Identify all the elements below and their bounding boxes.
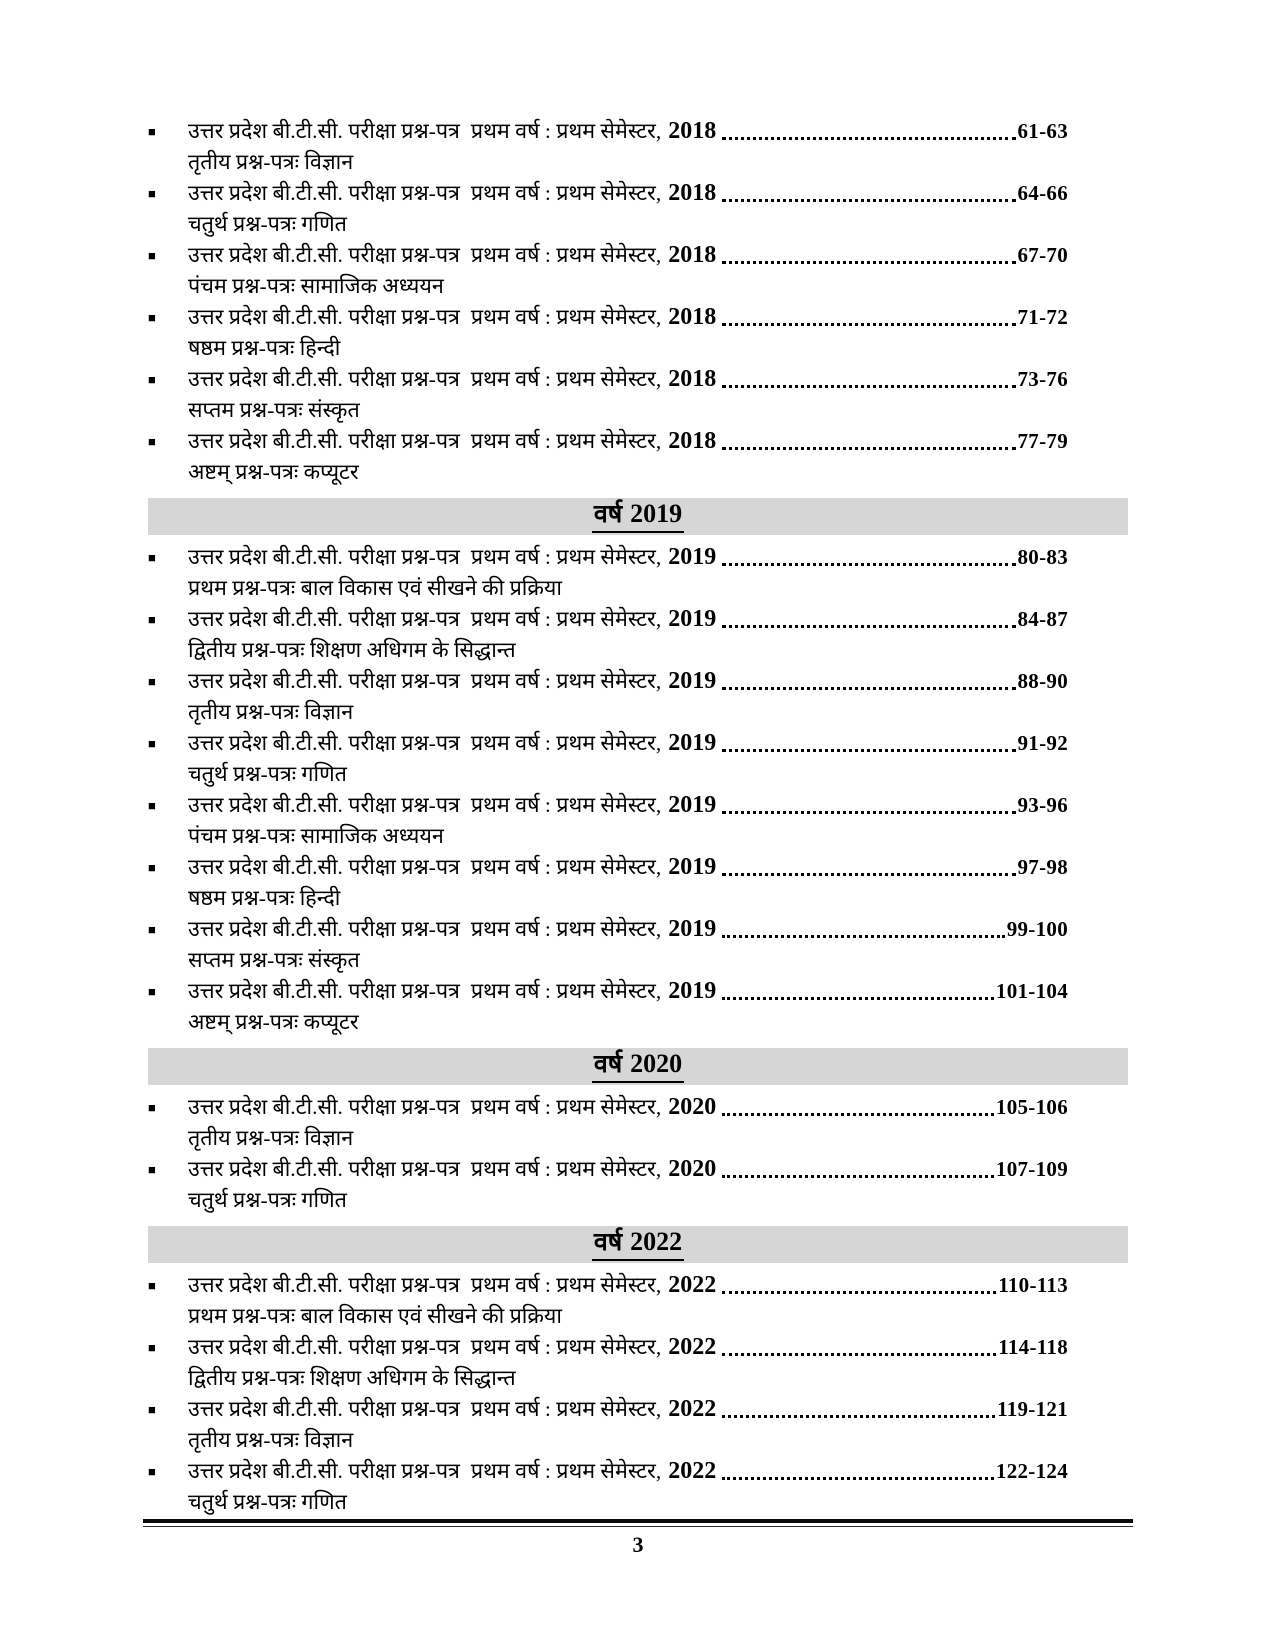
entry-paper-name: चतुर्थ प्रश्न-पत्रः गणित (188, 1188, 347, 1212)
entry-page-range: 71-72 (1017, 305, 1068, 329)
entry-year: 2018 (668, 118, 717, 144)
entry-page-range: 107-109 (995, 1157, 1068, 1181)
toc-entry (148, 116, 1128, 178)
entry-title-part-2: प्रथम वर्ष : प्रथम सेमेस्टर, (470, 1397, 662, 1421)
square-bullet-icon: ■ (148, 186, 156, 201)
dotted-leader (722, 935, 1005, 938)
entry-year: 2022 (668, 1458, 717, 1484)
toc-entry (148, 1394, 1128, 1456)
section-header-label (592, 500, 684, 533)
entry-paper-name: षष्ठम प्रश्न-पत्रः हिन्दी (188, 886, 341, 910)
toc-entry-main-line (148, 976, 1128, 1007)
section-header-year: 2020 (630, 1049, 683, 1078)
toc-entry (148, 1154, 1128, 1216)
square-bullet-icon: ■ (148, 124, 156, 139)
entry-page-range: 77-79 (1017, 429, 1068, 453)
section-header-year: 2019 (630, 499, 683, 528)
entry-year: 2018 (668, 304, 717, 330)
entry-title-part-1: उत्तर प्रदेश बी.टी.सी. परीक्षा प्रश्न-पत्र (188, 731, 460, 755)
toc-entry (148, 604, 1128, 666)
entry-title-part-2: प्रथम वर्ष : प्रथम सेमेस्टर, (470, 979, 662, 1003)
toc-entry (148, 178, 1128, 240)
entry-year: 2022 (668, 1334, 717, 1360)
toc-entry (148, 976, 1128, 1038)
dotted-leader (722, 261, 1015, 264)
entry-paper-name: द्वितीय प्रश्न-पत्रः शिक्षण अधिगम के सिद्धान्त (188, 638, 516, 662)
entry-title-part-1: उत्तर प्रदेश बी.टी.सी. परीक्षा प्रश्न-पत्र (188, 119, 460, 143)
footer-rule (143, 1519, 1133, 1527)
entry-title-part-1: उत्तर प्रदेश बी.टी.सी. परीक्षा प्रश्न-पत्र (188, 979, 460, 1003)
entry-title-part-2: प्रथम वर्ष : प्रथम सेमेस्टर, (470, 855, 662, 879)
entry-paper-name: पंचम प्रश्न-पत्रः सामाजिक अध्ययन (188, 824, 444, 848)
toc-entry-main-line (148, 1092, 1128, 1123)
toc-entry-main-line (148, 542, 1128, 573)
entry-title-part-2: प्रथम वर्ष : प्रथम सेमेस्टर, (470, 731, 662, 755)
entry-paper-name: चतुर्थ प्रश्न-पत्रः गणित (188, 212, 347, 236)
toc-entry (148, 364, 1128, 426)
entry-title-part-1: उत्तर प्रदेश बी.टी.सी. परीक्षा प्रश्न-पत्र (188, 917, 460, 941)
toc-entry (148, 852, 1128, 914)
entry-paper-name: तृतीय प्रश्न-पत्रः विज्ञान (188, 1428, 354, 1452)
entry-page-range: 91-92 (1017, 731, 1068, 755)
entry-title-part-2: प्रथम वर्ष : प्रथम सेमेस्टर, (470, 119, 662, 143)
section-header-word: वर्ष (593, 501, 623, 528)
entry-title-part-2: प्रथम वर्ष : प्रथम सेमेस्टर, (470, 1095, 662, 1119)
entry-year: 2022 (668, 1272, 717, 1298)
entry-title-part-1: उत्तर प्रदेश बी.टी.सी. परीक्षा प्रश्न-पत्र (188, 607, 460, 631)
entry-title-part-1: उत्तर प्रदेश बी.टी.सी. परीक्षा प्रश्न-पत्र (188, 243, 460, 267)
entry-title-part-1: उत्तर प्रदेश बी.टी.सी. परीक्षा प्रश्न-पत्र (188, 1095, 460, 1119)
square-bullet-icon: ■ (148, 372, 156, 387)
toc-entry-main-line (148, 302, 1128, 333)
entry-title-part-1: उत्तर प्रदेश बी.टी.सी. परीक्षा प्रश्न-पत्र (188, 181, 460, 205)
dotted-leader (722, 447, 1015, 450)
dotted-leader (722, 323, 1015, 326)
entry-year: 2019 (668, 730, 717, 756)
square-bullet-icon: ■ (148, 922, 156, 937)
entry-title-part-2: प्रथम वर्ष : प्रथम सेमेस्टर, (470, 1273, 662, 1297)
entry-paper-name: सप्तम प्रश्न-पत्रः संस्कृत (188, 398, 360, 422)
toc-entry-main-line (148, 790, 1128, 821)
toc-entry-main-line (148, 728, 1128, 759)
toc-entry-main-line (148, 1154, 1128, 1185)
entry-paper-name: प्रथम प्रश्न-पत्रः बाल विकास एवं सीखने की प्रक्रिया (188, 576, 562, 600)
square-bullet-icon: ■ (148, 1100, 156, 1115)
section-header-bar (148, 1048, 1128, 1085)
toc-entry (148, 302, 1128, 364)
entry-page-range: 64-66 (1017, 181, 1068, 205)
entry-page-range: 122-124 (995, 1459, 1068, 1483)
entry-title-part-2: प्रथम वर्ष : प्रथम सेमेस्टर, (470, 669, 662, 693)
entry-page-range: 97-98 (1017, 855, 1068, 879)
entry-title-part-2: प्रथम वर्ष : प्रथम सेमेस्टर, (470, 367, 662, 391)
toc-entry-main-line (148, 914, 1128, 945)
entry-title-part-1: उत्तर प्रदेश बी.टी.सी. परीक्षा प्रश्न-पत्र (188, 1397, 460, 1421)
square-bullet-icon: ■ (148, 1464, 156, 1479)
entry-year: 2018 (668, 366, 717, 392)
dotted-leader (722, 385, 1015, 388)
dotted-leader (722, 1477, 994, 1480)
entry-title-part-1: उत्तर प्रदेश बी.टी.सी. परीक्षा प्रश्न-पत्र (188, 429, 460, 453)
entry-title-part-2: प्रथम वर्ष : प्रथम सेमेस्टर, (470, 243, 662, 267)
entry-paper-name: षष्ठम प्रश्न-पत्रः हिन्दी (188, 336, 341, 360)
entry-page-range: 99-100 (1006, 917, 1068, 941)
entry-page-range: 88-90 (1017, 669, 1068, 693)
dotted-leader (722, 997, 994, 1000)
entry-page-range: 110-113 (998, 1273, 1068, 1297)
toc-entry (148, 728, 1128, 790)
dotted-leader (722, 563, 1015, 566)
entry-paper-name: अष्टम् प्रश्न-पत्रः कप्यूटर (188, 460, 359, 484)
entry-page-range: 114-118 (998, 1335, 1068, 1359)
dotted-leader (722, 1415, 995, 1418)
entry-title-part-2: प्रथम वर्ष : प्रथम सेमेस्टर, (470, 545, 662, 569)
dotted-leader (722, 811, 1015, 814)
entry-paper-name: तृतीय प्रश्न-पत्रः विज्ञान (188, 700, 354, 724)
toc-entry-main-line (148, 426, 1128, 457)
entry-paper-name: प्रथम प्रश्न-पत्रः बाल विकास एवं सीखने की प्रक्रिया (188, 1304, 562, 1328)
entry-title-part-1: उत्तर प्रदेश बी.टी.सी. परीक्षा प्रश्न-पत्र (188, 545, 460, 569)
toc-entry-main-line (148, 116, 1128, 147)
entry-page-range: 105-106 (995, 1095, 1068, 1119)
entry-title-part-1: उत्तर प्रदेश बी.टी.सी. परीक्षा प्रश्न-पत्र (188, 669, 460, 693)
entry-year: 2018 (668, 428, 717, 454)
entry-title-part-2: प्रथम वर्ष : प्रथम सेमेस्टर, (470, 305, 662, 329)
square-bullet-icon: ■ (148, 248, 156, 263)
entry-paper-name: चतुर्थ प्रश्न-पत्रः गणित (188, 1490, 347, 1514)
entry-year: 2019 (668, 792, 717, 818)
entry-title-part-1: उत्तर प्रदेश बी.टी.सी. परीक्षा प्रश्न-पत्र (188, 1335, 460, 1359)
square-bullet-icon: ■ (148, 798, 156, 813)
square-bullet-icon: ■ (148, 1340, 156, 1355)
dotted-leader (722, 1175, 994, 1178)
toc-entry-main-line (148, 852, 1128, 883)
entry-paper-name: तृतीय प्रश्न-पत्रः विज्ञान (188, 1126, 354, 1150)
dotted-leader (722, 749, 1015, 752)
section-header-word: वर्ष (593, 1051, 623, 1078)
toc-entry (148, 1456, 1128, 1518)
dotted-leader (722, 687, 1015, 690)
square-bullet-icon: ■ (148, 674, 156, 689)
entry-title-part-2: प्रथम वर्ष : प्रथम सेमेस्टर, (470, 1335, 662, 1359)
entry-title-part-2: प्रथम वर्ष : प्रथम सेमेस्टर, (470, 917, 662, 941)
toc-entry (148, 666, 1128, 728)
section-header-word: वर्ष (593, 1229, 623, 1256)
entry-paper-name: सप्तम प्रश्न-पत्रः संस्कृत (188, 948, 360, 972)
square-bullet-icon: ■ (148, 310, 156, 325)
dotted-leader (722, 873, 1015, 876)
entry-page-range: 61-63 (1017, 119, 1068, 143)
entry-year: 2018 (668, 180, 717, 206)
square-bullet-icon: ■ (148, 860, 156, 875)
toc-entry-main-line (148, 666, 1128, 697)
entry-title-part-1: उत्तर प्रदेश बी.टी.सी. परीक्षा प्रश्न-पत्र (188, 305, 460, 329)
dotted-leader (722, 1113, 994, 1116)
entry-paper-name: पंचम प्रश्न-पत्रः सामाजिक अध्ययन (188, 274, 444, 298)
dotted-leader (722, 199, 1015, 202)
entry-year: 2019 (668, 978, 717, 1004)
entry-page-range: 67-70 (1017, 243, 1068, 267)
square-bullet-icon: ■ (148, 550, 156, 565)
square-bullet-icon: ■ (148, 1278, 156, 1293)
entry-paper-name: चतुर्थ प्रश्न-पत्रः गणित (188, 762, 347, 786)
square-bullet-icon: ■ (148, 612, 156, 627)
entry-year: 2019 (668, 606, 717, 632)
entry-title-part-1: उत्तर प्रदेश बी.टी.सी. परीक्षा प्रश्न-पत्र (188, 1157, 460, 1181)
square-bullet-icon: ■ (148, 1402, 156, 1417)
entry-year: 2019 (668, 544, 717, 570)
toc-entry-main-line (148, 1270, 1128, 1301)
square-bullet-icon: ■ (148, 984, 156, 999)
entry-year: 2019 (668, 854, 717, 880)
entry-title-part-1: उत्तर प्रदेश बी.टी.सी. परीक्षा प्रश्न-पत्र (188, 1459, 460, 1483)
dotted-leader (722, 137, 1015, 140)
entry-page-range: 73-76 (1017, 367, 1068, 391)
entry-title-part-2: प्रथम वर्ष : प्रथम सेमेस्टर, (470, 1459, 662, 1483)
section-header-label (592, 1050, 684, 1083)
toc-entry-main-line (148, 1394, 1128, 1425)
entry-title-part-2: प्रथम वर्ष : प्रथम सेमेस्टर, (470, 429, 662, 453)
section-header-bar (148, 498, 1128, 535)
entry-year: 2019 (668, 668, 717, 694)
entry-paper-name: अष्टम् प्रश्न-पत्रः कप्यूटर (188, 1010, 359, 1034)
entry-title-part-1: उत्तर प्रदेश बी.टी.सी. परीक्षा प्रश्न-पत्र (188, 1273, 460, 1297)
entry-year: 2022 (668, 1396, 717, 1422)
toc-entry-main-line (148, 240, 1128, 271)
square-bullet-icon: ■ (148, 736, 156, 751)
dotted-leader (722, 625, 1015, 628)
entry-paper-name: तृतीय प्रश्न-पत्रः विज्ञान (188, 150, 354, 174)
entry-title-part-2: प्रथम वर्ष : प्रथम सेमेस्टर, (470, 1157, 662, 1181)
entry-title-part-1: उत्तर प्रदेश बी.टी.सी. परीक्षा प्रश्न-पत्र (188, 855, 460, 879)
square-bullet-icon: ■ (148, 1162, 156, 1177)
toc-entry (148, 426, 1128, 488)
toc-entry-main-line (148, 1456, 1128, 1487)
entry-title-part-2: प्रथम वर्ष : प्रथम सेमेस्टर, (470, 793, 662, 817)
toc-entry (148, 1332, 1128, 1394)
entry-page-range: 119-121 (997, 1397, 1068, 1421)
toc-entry-main-line (148, 604, 1128, 635)
entry-page-range: 80-83 (1017, 545, 1068, 569)
entry-year: 2019 (668, 916, 717, 942)
toc-entry (148, 790, 1128, 852)
entry-year: 2020 (668, 1156, 717, 1182)
toc-list (148, 116, 1128, 1518)
entry-page-range: 84-87 (1017, 607, 1068, 631)
toc-entry (148, 240, 1128, 302)
entry-title-part-2: प्रथम वर्ष : प्रथम सेमेस्टर, (470, 181, 662, 205)
section-header-label (592, 1228, 684, 1261)
toc-entry (148, 1270, 1128, 1332)
square-bullet-icon: ■ (148, 434, 156, 449)
section-header-year: 2022 (630, 1227, 683, 1256)
entry-year: 2018 (668, 242, 717, 268)
page-number: 3 (632, 1532, 644, 1557)
toc-entry-main-line (148, 1332, 1128, 1363)
toc-entry-main-line (148, 364, 1128, 395)
toc-entry-main-line (148, 178, 1128, 209)
toc-entry (148, 914, 1128, 976)
entry-title-part-2: प्रथम वर्ष : प्रथम सेमेस्टर, (470, 607, 662, 631)
toc-entry (148, 1092, 1128, 1154)
entry-title-part-1: उत्तर प्रदेश बी.टी.सी. परीक्षा प्रश्न-पत्र (188, 793, 460, 817)
entry-paper-name: द्वितीय प्रश्न-पत्रः शिक्षण अधिगम के सिद्धान्त (188, 1366, 516, 1390)
entry-title-part-1: उत्तर प्रदेश बी.टी.सी. परीक्षा प्रश्न-पत्र (188, 367, 460, 391)
entry-page-range: 101-104 (995, 979, 1068, 1003)
dotted-leader (722, 1291, 996, 1294)
dotted-leader (722, 1353, 996, 1356)
entry-page-range: 93-96 (1017, 793, 1068, 817)
section-header-bar (148, 1226, 1128, 1263)
entry-year: 2020 (668, 1094, 717, 1120)
toc-entry (148, 542, 1128, 604)
